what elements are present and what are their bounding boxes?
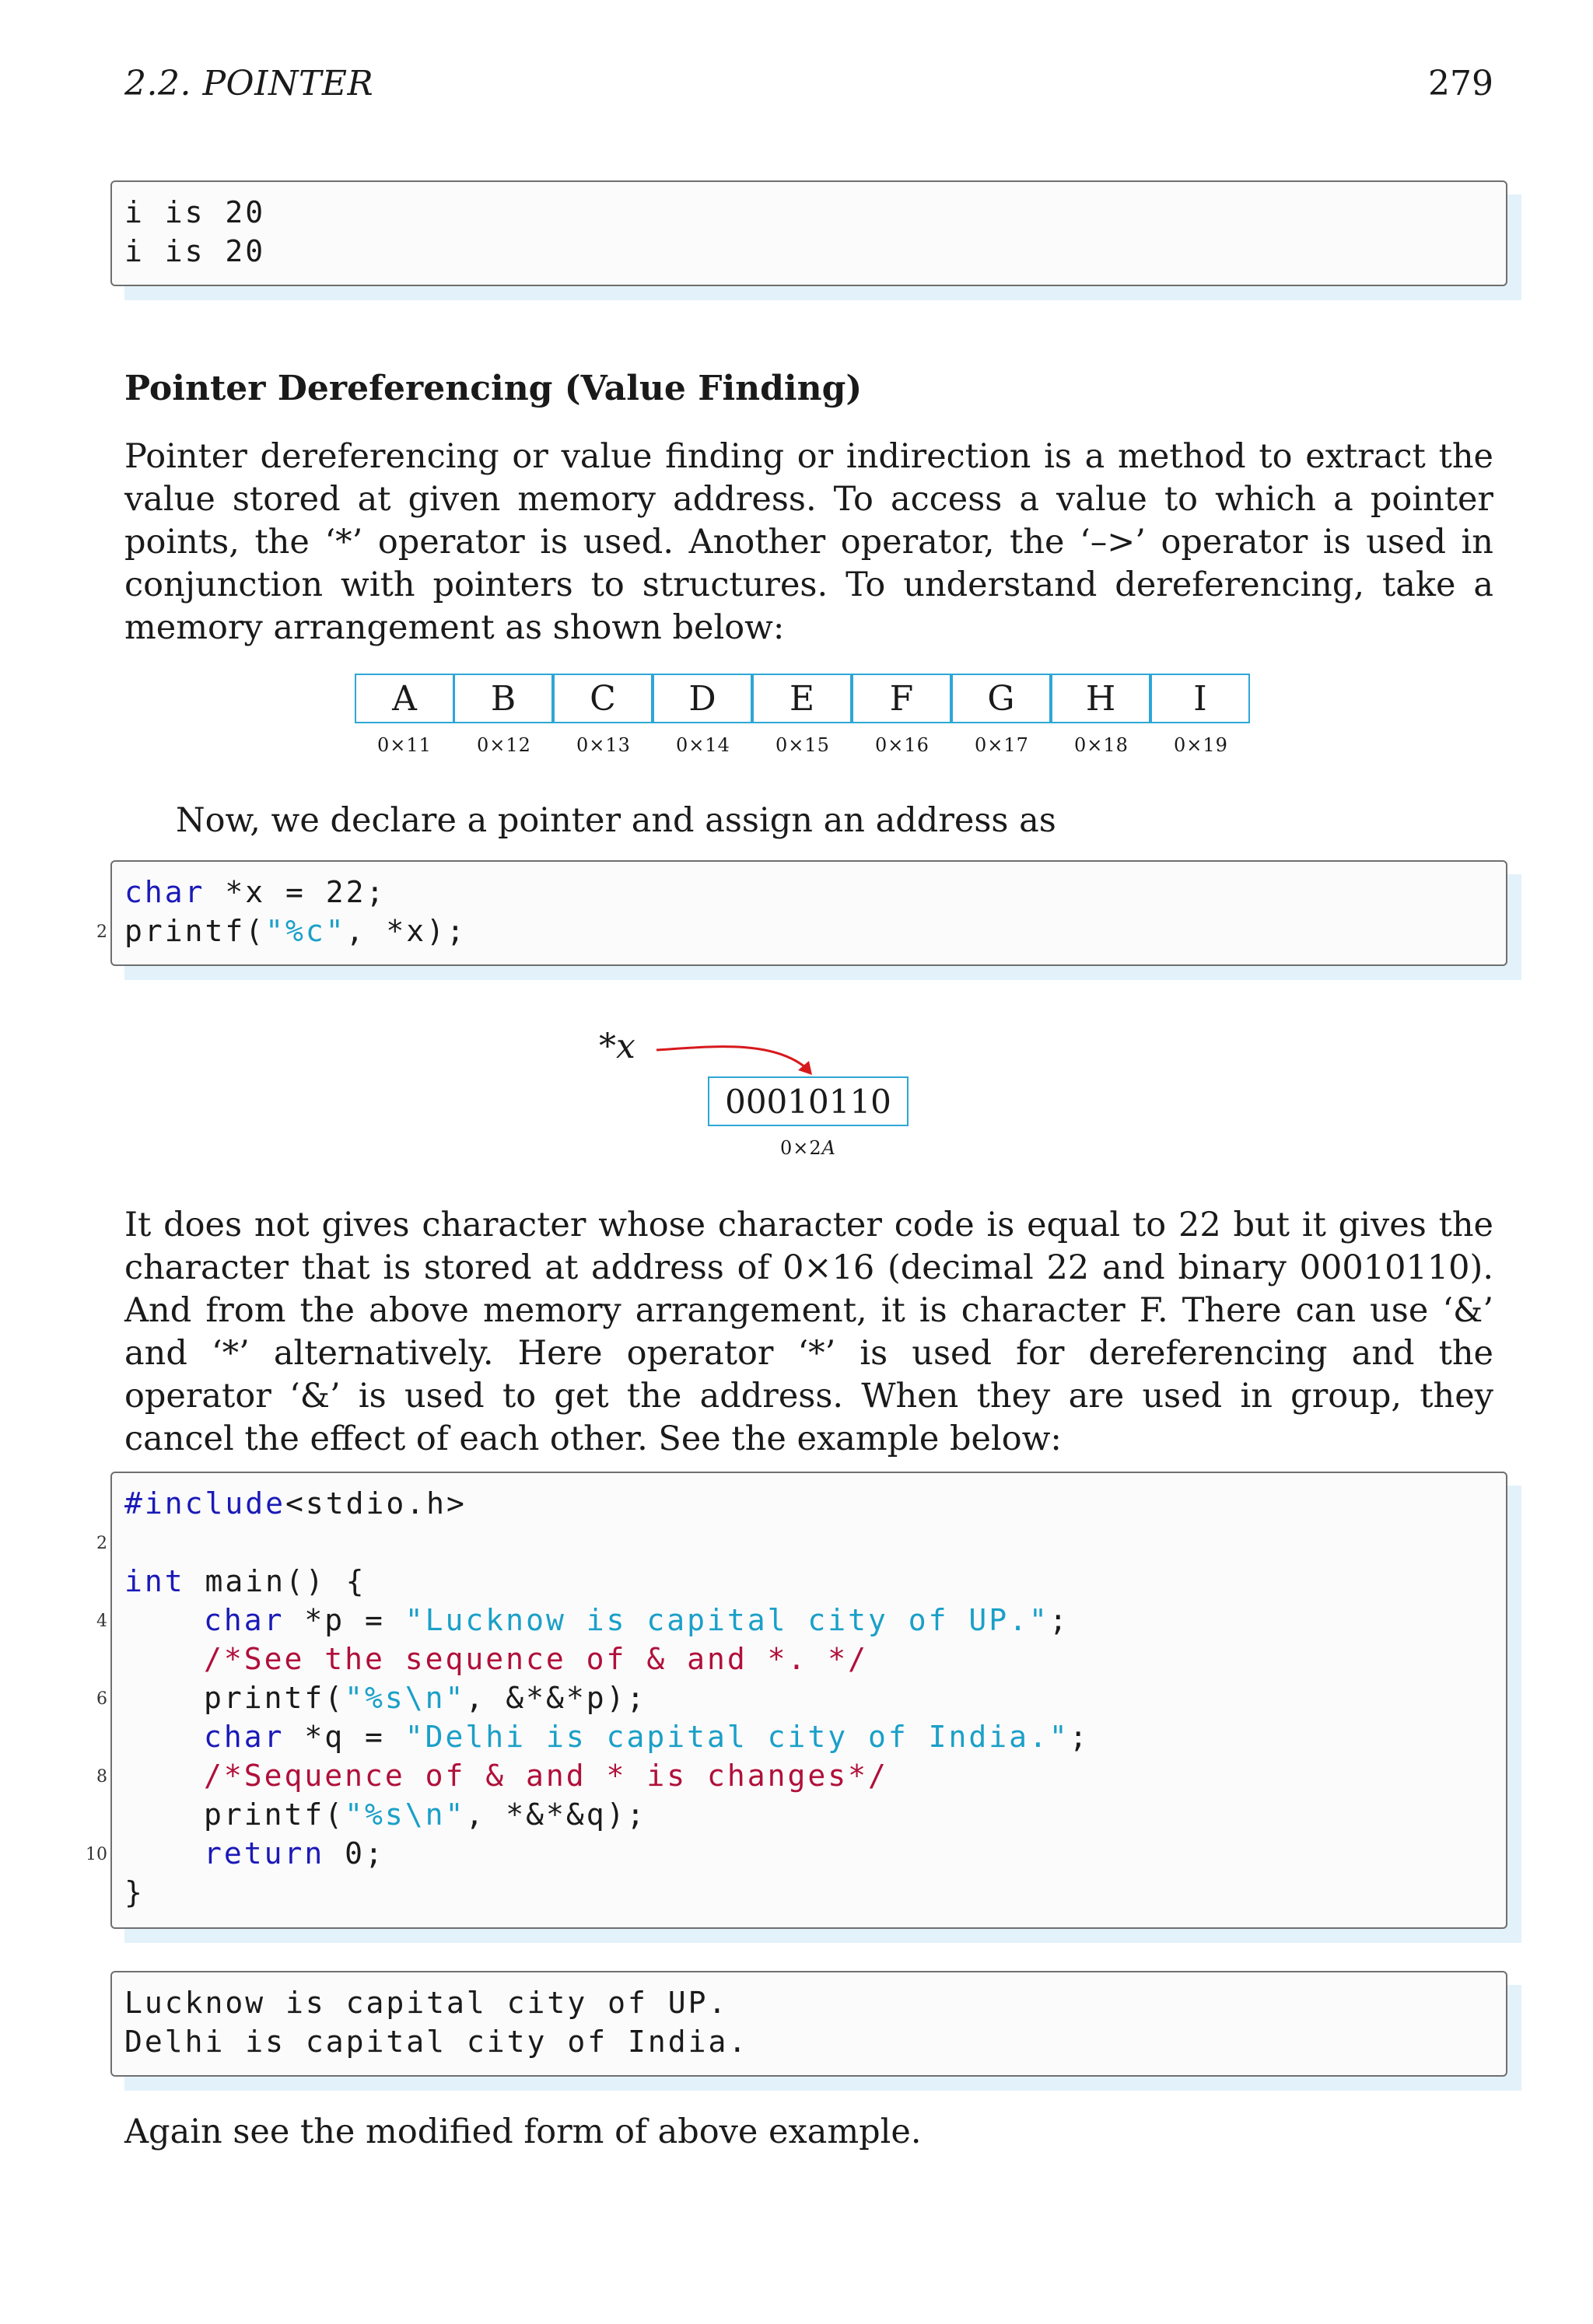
memory-cell — [653, 674, 753, 756]
output-line: i is 20 — [124, 234, 266, 268]
pointed-value-address: 0×2A — [780, 1137, 836, 1159]
code-line: #include<stdio.h> — [124, 1486, 467, 1521]
memory-arrangement — [355, 674, 1251, 756]
closing-text: Again see the modified form of above example. — [124, 2112, 922, 2151]
memory-cell — [554, 674, 653, 756]
line-number: 2 — [96, 1534, 107, 1553]
memory-cell-address: 0×18 — [1074, 734, 1129, 756]
memory-cell-value: E — [752, 674, 852, 723]
output-box-2 — [110, 1971, 1507, 2077]
pointer-arrow — [653, 1034, 825, 1081]
intro-paragraph — [124, 436, 1493, 649]
memory-cell-address: 0×17 — [975, 734, 1029, 756]
memory-cell — [454, 674, 554, 756]
memory-cell-value: D — [653, 674, 752, 723]
code-line: printf("%c", *x); — [124, 914, 467, 948]
intro-text: Pointer dereferencing or value finding or indirection is a method to extract the value stored at given memory address. To access a value to which a pointer points, the ‘*’ operator is used. Another operator, the ‘–>’ operator is used in conjunction with pointers to structures. To understand dereferencing, take a memory arrangement as shown below: — [124, 437, 1493, 647]
memory-cell-value: F — [852, 674, 951, 723]
memory-cell — [853, 674, 952, 756]
line-number: 8 — [96, 1767, 107, 1787]
memory-cell-address: 0×14 — [676, 734, 730, 756]
code-comment: /*Sequence of & and * is changes*/ — [204, 1759, 888, 1793]
code-line: return 0; — [204, 1836, 385, 1871]
explanation-text: It does not gives character whose character code is equal to 22 but it gives the character that is stored at address of 0×16 (decimal 22 and binary 00010110). And from the above memory arrangement, it is character F. There can use ‘&’ and ‘*’ alternatively. Here operator ‘*’ is used for dereferencing and the operator ‘&’ is used to get the address. When they are used in group, they cancel the effect of each other. See the example below: — [124, 1206, 1493, 1458]
section-title: Pointer Dereferencing (Value Finding) — [124, 369, 863, 408]
running-header: 2.2. POINTER — [124, 64, 374, 103]
code-box-2 — [86, 1472, 1507, 1929]
memory-cell-address: 0×13 — [576, 734, 631, 756]
memory-cell-address: 0×19 — [1174, 734, 1228, 756]
line-number: 6 — [96, 1689, 107, 1709]
memory-cell-value: G — [951, 674, 1051, 723]
code-line: } — [124, 1875, 145, 1909]
memory-cell — [952, 674, 1052, 756]
memory-cell-address: 0×11 — [377, 734, 432, 756]
memory-cell-value: C — [553, 674, 653, 723]
code-comment: /*See the sequence of & and *. */ — [204, 1642, 868, 1676]
memory-cell — [355, 674, 454, 756]
memory-cell-value: H — [1051, 674, 1150, 723]
line-number: 2 — [96, 922, 107, 942]
declare-text: Now, we declare a pointer and assign an address as — [176, 801, 1056, 840]
memory-cell-address: 0×16 — [875, 734, 930, 756]
output-line: Lucknow is capital city of UP. — [124, 1986, 729, 2020]
code-line: printf("%s\n", *&*&q); — [204, 1797, 647, 1832]
closing-paragraph — [124, 2111, 1493, 2154]
page-number: 279 — [1428, 64, 1493, 103]
line-number: 10 — [86, 1845, 107, 1864]
memory-cell — [1052, 674, 1151, 756]
code-line: printf("%s\n", &*&*p); — [204, 1681, 647, 1715]
pointer-label: *x — [599, 1027, 635, 1066]
memory-cell — [753, 674, 853, 756]
output-line: Delhi is capital city of India. — [124, 2025, 749, 2059]
memory-cell — [1151, 674, 1251, 756]
output-box-1 — [110, 180, 1507, 286]
line-number: 4 — [96, 1612, 107, 1631]
memory-cell-value: B — [453, 674, 553, 723]
memory-cell-value: A — [355, 674, 454, 723]
pointed-value-box: 00010110 — [708, 1076, 909, 1126]
code-line: char *x = 22; — [124, 875, 387, 909]
page-header — [124, 64, 1493, 107]
code-line: char *q = "Delhi is capital city of India."; — [204, 1720, 1090, 1754]
code-line: char *p = "Lucknow is capital city of UP."; — [204, 1603, 1070, 1637]
memory-cell-address: 0×12 — [477, 734, 531, 756]
memory-cell-value: I — [1150, 674, 1250, 723]
output-line: i is 20 — [124, 195, 266, 229]
memory-cell-address: 0×15 — [775, 734, 830, 756]
explanation-paragraph — [124, 1204, 1493, 1461]
code-box-1 — [96, 860, 1507, 966]
code-line: int main() { — [124, 1564, 366, 1598]
